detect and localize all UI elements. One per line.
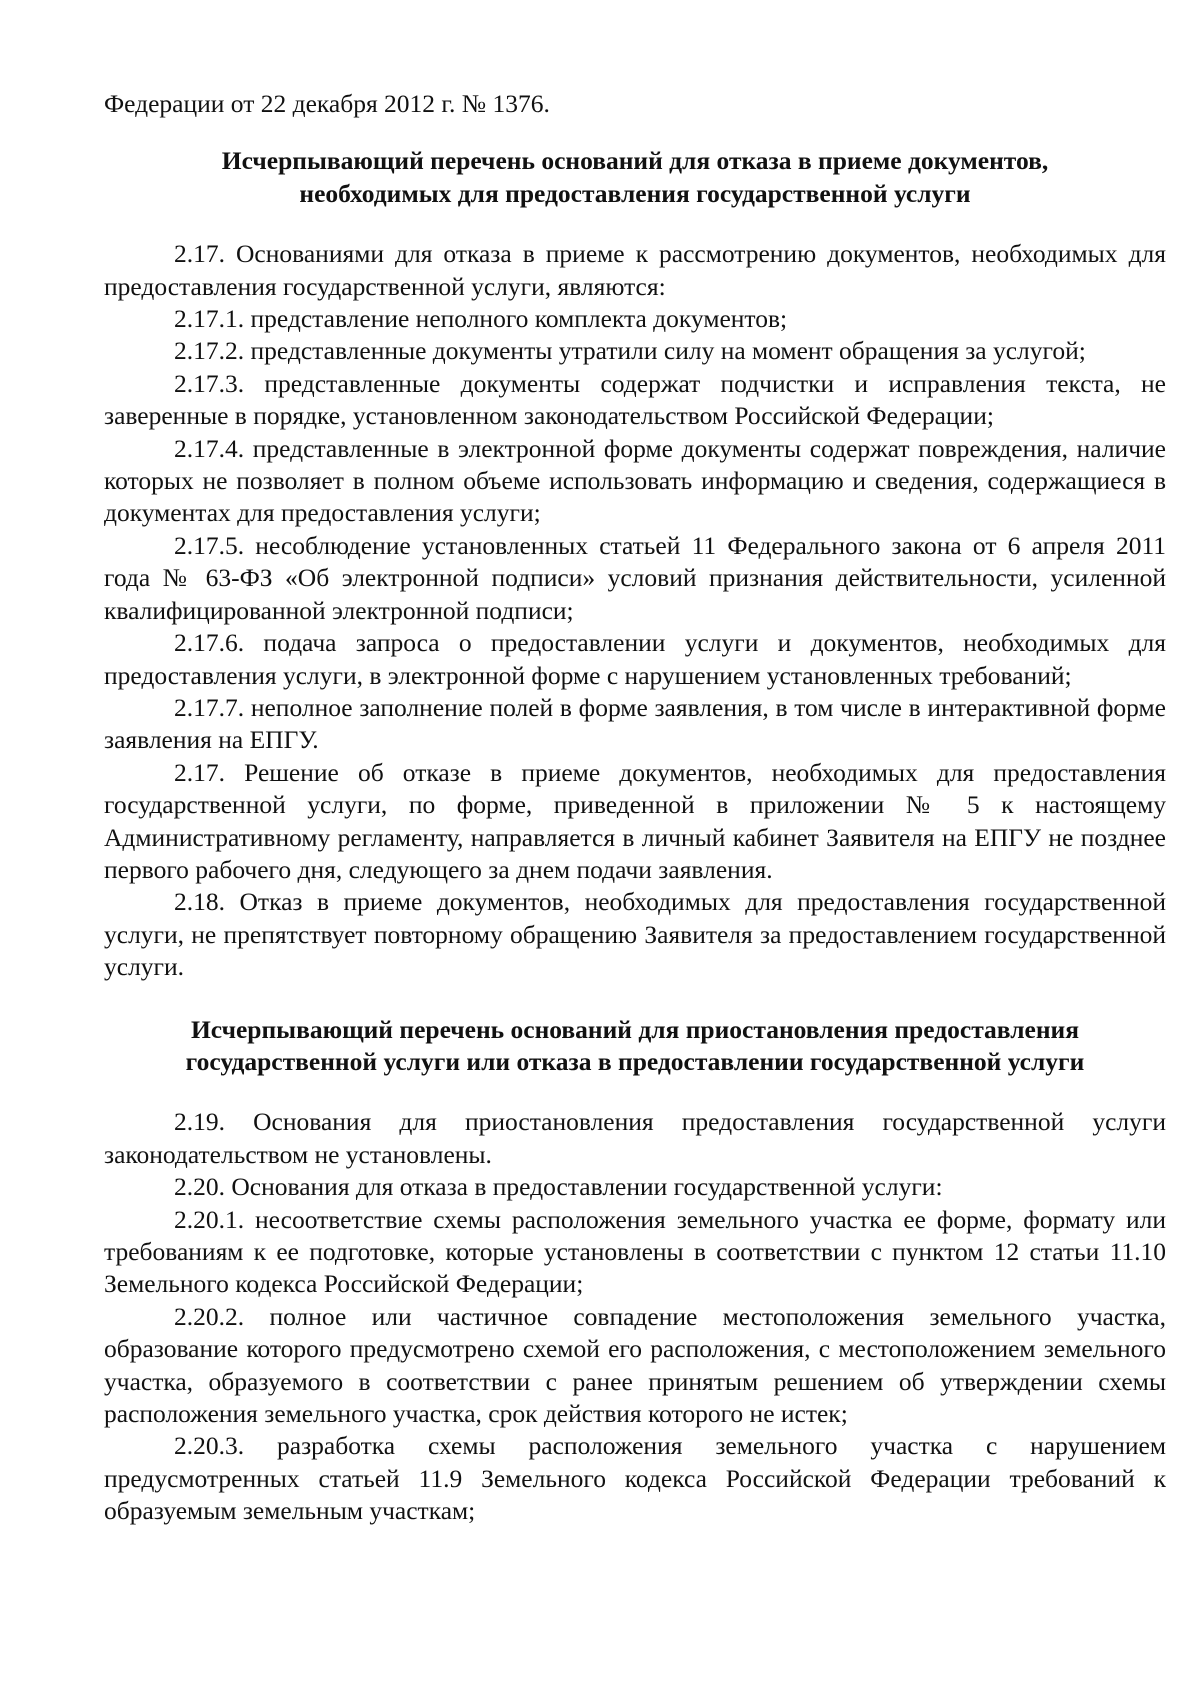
paragraph-2-17-decision: 2.17. Решение об отказе в приеме документов, необходимых для предоставления государственной услуги, по форме, приведенной в приложении № 5 к настоящему Административному регламенту, направляется в личный кабинет Заявителя на ЕПГУ не позднее первого рабочего дня, следующего за днем подачи заявления. bbox=[104, 757, 1166, 884]
paragraph-2-17-5: 2.17.5. несоблюдение установленных статьей 11 Федерального закона от 6 апреля 2011 года № 63-ФЗ «Об электронной подписи» условий признания действительности, усиленной квалифицированной электронной подписи; bbox=[104, 530, 1166, 625]
paragraph-2-20-3: 2.20.3. разработка схемы расположения земельного участка с нарушением предусмотренных статьей 11.9 Земельного кодекса Российской Федерации требований к образуемым земельным участкам; bbox=[104, 1431, 1166, 1526]
paragraph-2-20-1: 2.20.1. несоответствие схемы расположения земельного участка ее форме, формату или требованиям к ее подготовке, которые установлены в соответствии с пунктом 12 статьи 11.10 Земельного кодекса Российской Федерации; bbox=[104, 1204, 1166, 1299]
heading-line: государственной услуги или отказа в предоставлении государственной услуги bbox=[185, 1046, 1085, 1076]
paragraph-2-17: 2.17. Основаниями для отказа в приеме к рассмотрению документов, необходимых для предоставления государственной услуги, являются: bbox=[104, 239, 1166, 301]
paragraph-2-18: 2.18. Отказ в приеме документов, необходимых для предоставления государственной услуги, не препятствует повторному обращению Заявителя за предоставлением государственной услуги. bbox=[104, 887, 1166, 982]
paragraph-2-17-7: 2.17.7. неполное заполнение полей в форме заявления, в том числе в интерактивной форме заявления на ЕПГУ. bbox=[104, 692, 1166, 755]
intro-line: Федерации от 22 декабря 2012 г. № 1376. bbox=[104, 89, 550, 118]
paragraph-2-17-2: 2.17.2. представленные документы утратили силу на момент обращения за услугой; bbox=[174, 336, 1086, 366]
heading-refusal-acceptance bbox=[104, 145, 1166, 210]
document-body bbox=[104, 88, 1166, 1528]
paragraph-2-17-3: 2.17.3. представленные документы содержат подчистки и исправления текста, не заверенные в порядке, установленном законодательством Российской Федерации; bbox=[104, 368, 1166, 431]
heading-line: Исчерпывающий перечень оснований для приостановления предоставления bbox=[190, 1014, 1080, 1044]
paragraph-2-17-6: 2.17.6. подача запроса о предоставлении услуги и документов, необходимых для предоставления услуги, в электронной форме с нарушением установленных требований; bbox=[104, 628, 1166, 690]
paragraph-2-17-4: 2.17.4. представленные в электронной форме документы содержат повреждения, наличие которых не позволяет в полном объеме использовать информацию и сведения, содержащиеся в документах для предоставления услуги; bbox=[104, 433, 1166, 528]
paragraph-2-20-2: 2.20.2. полное или частичное совпадение местоположения земельного участка, образование которого предусмотрено схемой его расположения, с местоположением земельного участка, образуемого в соответствии с ранее принятым решением об утверждении схемы расположения земельного участка, срок действия которого не истек; bbox=[104, 1301, 1166, 1429]
heading-line: необходимых для предоставления государственной услуги bbox=[299, 178, 971, 208]
heading-suspension-refusal bbox=[104, 1014, 1166, 1079]
heading-line: Исчерпывающий перечень оснований для отказа в приеме документов, bbox=[221, 146, 1049, 176]
paragraph-2-19: 2.19. Основания для приостановления предоставления государственной услуги законодательством не установлены. bbox=[104, 1107, 1166, 1169]
paragraph-2-17-1: 2.17.1. представление неполного комплекта документов; bbox=[174, 304, 788, 334]
paragraph-2-20: 2.20. Основания для отказа в предоставлении государственной услуги: bbox=[174, 1172, 943, 1202]
